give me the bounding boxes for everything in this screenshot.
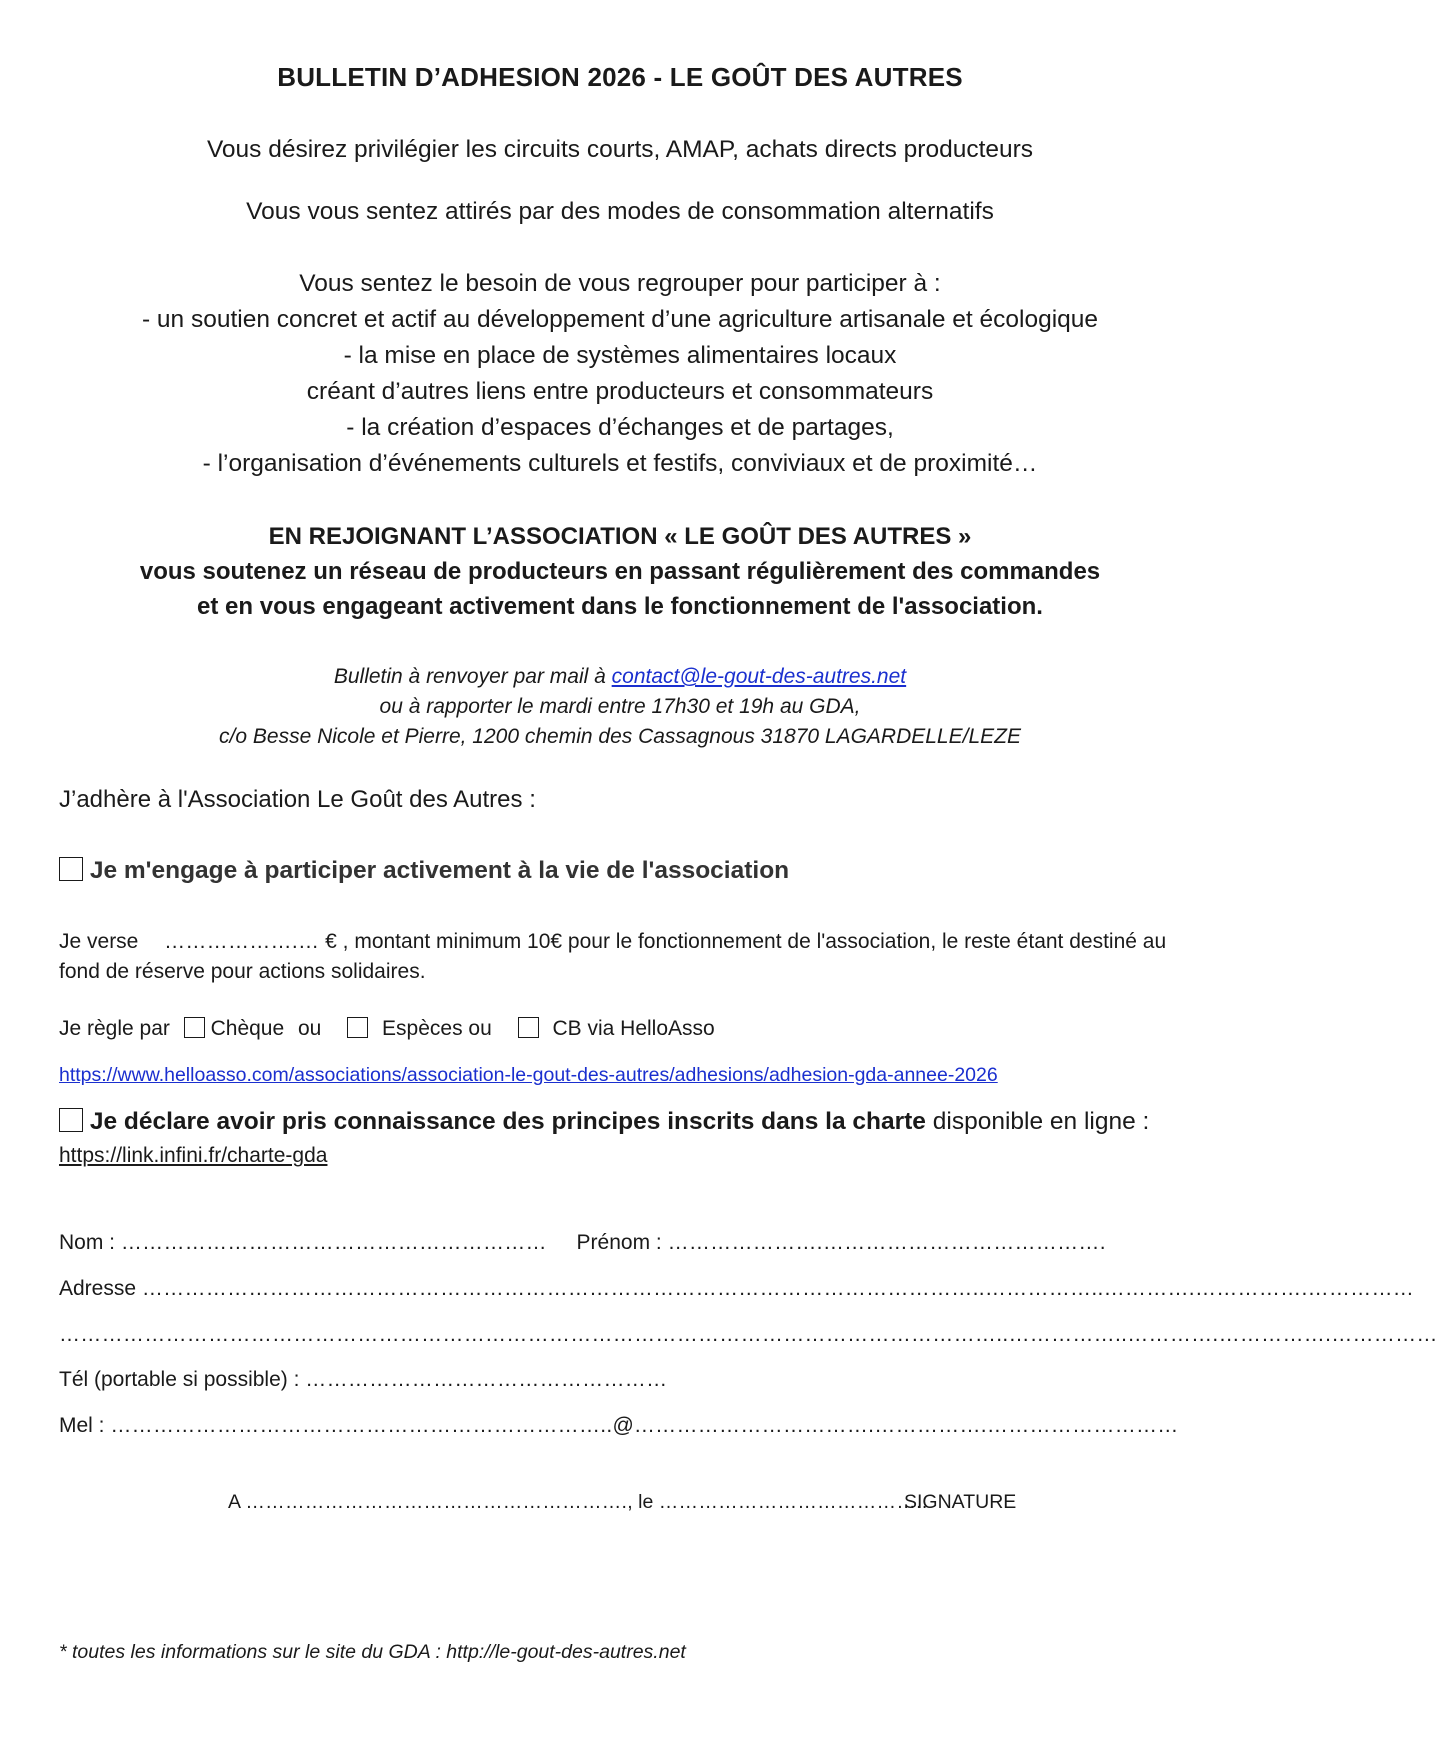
adresse-field[interactable]: ………………………………………………………………………………………………………..……………..………….…………….…………… <box>141 1277 1415 1300</box>
tel-field[interactable]: …………………………………………… <box>305 1368 668 1391</box>
adhere-label: J’adhère à l'Association Le Goût des Autres : <box>59 786 536 813</box>
engage-row <box>59 857 789 885</box>
payment-row <box>59 1017 715 1041</box>
signature-label: SIGNATURE <box>904 1491 1017 1513</box>
prenom-field[interactable]: ………………….…………………………………. <box>667 1231 1106 1254</box>
email-row <box>59 1414 1179 1438</box>
verse-line <box>59 930 1166 954</box>
send-info-line-1 <box>0 665 1240 689</box>
send-info-prefix: Bulletin à renvoyer par mail à <box>333 665 612 688</box>
payment-prefix: Je règle par <box>59 1017 170 1040</box>
page-title: BULLETIN D’ADHESION 2026 - LE GOÛT DES AUTRES <box>277 62 963 92</box>
charter-row <box>59 1108 1149 1136</box>
mel-label: Mel : <box>59 1414 111 1437</box>
prenom-label: Prénom : <box>576 1231 668 1254</box>
address-row <box>59 1277 1415 1301</box>
send-info-line-2: ou à rapporter le mardi entre 17h30 et 19h au GDA, <box>379 695 861 718</box>
charter-link[interactable]: https://link.infini.fr/charte-gda <box>59 1144 328 1167</box>
mel-at-sign: @ <box>612 1414 634 1437</box>
engage-label: Je m'engage à participer activement à la vie de l'association <box>89 857 790 884</box>
phone-row <box>59 1368 667 1392</box>
intro-line-1: Vous désirez privilégier les circuits courts, AMAP, achats directs producteurs <box>206 136 1034 163</box>
join-line-2: vous soutenez un réseau de producteurs en passant régulièrement des commandes <box>139 558 1101 585</box>
verse-suffix: € , montant minimum 10€ pour le fonctionnement de l'association, le reste étant destiné au <box>325 930 1167 953</box>
intro-line-2: Vous vous sentez attirés par des modes de consommation alternatifs <box>246 198 994 225</box>
especes-label: Espèces ou <box>382 1017 492 1040</box>
verse-amount-field[interactable]: ……………….… <box>164 930 320 953</box>
nom-label: Nom : <box>59 1231 121 1254</box>
name-row <box>59 1231 1106 1255</box>
date-label: , le <box>627 1491 659 1513</box>
footer-note: * toutes les informations sur le site du GDA : http://le-gout-des-autres.net <box>59 1641 686 1663</box>
nom-field[interactable]: …………………………………………………… <box>120 1231 547 1254</box>
intro-bullet-4: - la création d’espaces d’échanges et de partages, <box>346 414 894 441</box>
place-date-row <box>228 1491 928 1514</box>
send-info-address: c/o Besse Nicole et Pierre, 1200 chemin des Cassagnous 31870 LAGARDELLE/LEZE <box>219 725 1021 748</box>
cheque-checkbox[interactable] <box>184 1017 205 1038</box>
join-line-3: et en vous engageant activement dans le fonctionnement de l'association. <box>197 593 1043 620</box>
tel-label: Tél (portable si possible) : <box>59 1368 306 1391</box>
charter-link-row <box>59 1144 327 1168</box>
adresse-label: Adresse <box>59 1277 142 1300</box>
helloasso-link[interactable]: https://www.helloasso.com/associations/association-le-gout-des-autres/adhesions/adhesion-gda-annee-2026 <box>59 1064 998 1086</box>
helloasso-row <box>59 1064 998 1087</box>
verse-line-2: fond de réserve pour actions solidaires. <box>59 960 426 983</box>
especes-checkbox[interactable] <box>347 1017 368 1038</box>
cb-checkbox[interactable] <box>518 1017 539 1038</box>
adresse-field-2[interactable]: ……………………………………………………………………………………………………………………..……………..………….…………….…………… <box>59 1323 1438 1346</box>
join-heading: EN REJOIGNANT L’ASSOCIATION « LE GOÛT DES AUTRES » <box>268 523 972 550</box>
date-field[interactable]: ………………………………….. <box>658 1491 928 1513</box>
charter-bold-label: Je déclare avoir pris connaissance des principes inscrits dans la charte <box>89 1108 926 1135</box>
cb-label: CB via HelloAsso <box>552 1017 715 1040</box>
verse-prefix: Je verse <box>59 930 139 953</box>
engage-checkbox[interactable] <box>59 857 83 881</box>
payment-or-label: ou <box>298 1017 322 1040</box>
cheque-label: Chèque <box>210 1017 285 1040</box>
contact-email-link[interactable]: contact@le-gout-des-autres.net <box>611 665 907 688</box>
address-row-2 <box>59 1323 1438 1347</box>
intro-bullet-3: créant d’autres liens entre producteurs et consommateurs <box>306 378 934 405</box>
intro-line-3: Vous sentez le besoin de vous regrouper pour participer à : <box>299 270 941 297</box>
charter-normal-label: disponible en ligne : <box>925 1108 1150 1135</box>
intro-bullet-5: - l’organisation d’événements culturels et festifs, conviviaux et de proximité… <box>202 450 1038 477</box>
place-field[interactable]: …………………………………………………. <box>245 1491 628 1513</box>
mel-field-user[interactable]: …………………………………………………………….. <box>110 1414 613 1437</box>
place-label: A <box>228 1491 246 1513</box>
intro-bullet-1: - un soutien concret et actif au développement d’une agriculture artisanale et écologique <box>141 306 1099 333</box>
mel-field-domain[interactable]: …………………………….…………….……………………… <box>633 1414 1179 1437</box>
intro-bullet-2: - la mise en place de systèmes alimentaires locaux <box>343 342 897 369</box>
charter-checkbox[interactable] <box>59 1108 83 1132</box>
